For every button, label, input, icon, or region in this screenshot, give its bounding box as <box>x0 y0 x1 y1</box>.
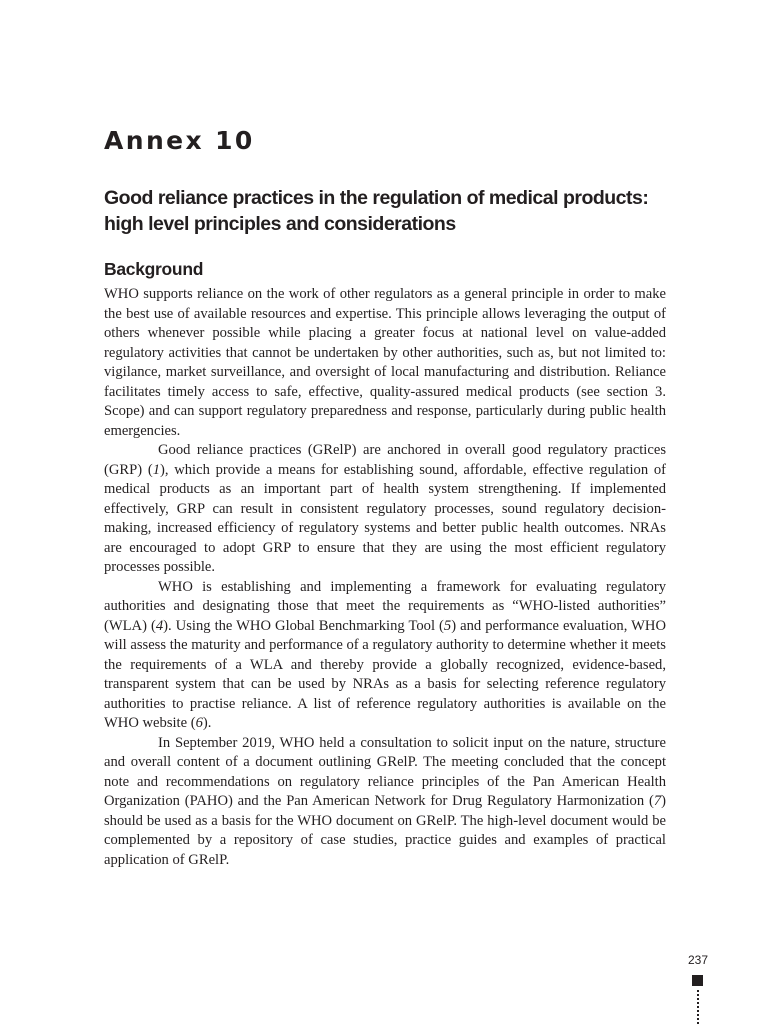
paragraph-4-text-b: ) should be used as a basis for the WHO document on GRelP. The high-level document would be complemented by a repository of case studies, practice guides and examples of practical application of GRelP. <box>104 793 666 868</box>
paragraph-3-text-b: ). Using the WHO Global Benchmarking Tool ( <box>163 617 444 634</box>
reference-6: 6 <box>195 715 203 732</box>
paragraph-3-text-a: WHO is establishing and implementing a framework for evaluating regulatory authorities and designating those that meet the requirements as “WHO-listed authorities” (WLA) ( <box>104 578 666 634</box>
paragraph-3-text-d: ). <box>202 715 212 732</box>
document-title: Good reliance practices in the regulation of medical products: high level principles and considerations <box>104 187 649 235</box>
paragraph-4 <box>104 734 666 871</box>
page-marker-square <box>692 975 703 986</box>
reference-7: 7 <box>653 793 662 810</box>
paragraph-4-text-a: In September 2019, WHO held a consultation to solicit input on the nature, structure and overall content of a document outlining GRelP. The meeting concluded that the concept note and recommendations on regulatory reliance principles of the Pan American Health Organization (PAHO) and the Pan American Network for Drug Regulatory Harmonization ( <box>104 734 666 810</box>
reference-1: 1 <box>152 461 160 478</box>
paragraph-2-text-a: Good reliance practices (GRelP) are anchored in overall good regulatory practices (GRP) ( <box>104 442 666 478</box>
paragraph-3-text-c: ) and performance evaluation, WHO will assess the maturity and performance of a regulatory authority to determine whether it meets the requirements of a WLA and thereby provide a globally recognized, evidence-based, transparent system that can be used by NRAs as a basis for selecting reference regulatory authorities to practise reliance. A list of reference regulatory authorities is available on the WHO website ( <box>104 617 666 732</box>
reference-4: 4 <box>155 617 164 634</box>
paragraph-3 <box>104 578 666 734</box>
body-text <box>104 285 666 870</box>
page-number: 237 <box>687 953 708 967</box>
annex-title: Annex 10 <box>104 126 255 155</box>
reference-5: 5 <box>443 617 452 634</box>
paragraph-2-text-b: ), which provide a means for establishing sound, affordable, effective regulation of medical products as an important part of health system strengthening. If implemented effectively, GRP can result in consistent regulatory processes, sound regulatory decision-making, increased efficiency of regulatory systems and better public health outcomes. NRAs are encouraged to adopt GRP to ensure that they are using the most efficient regulatory processes possible. <box>104 461 666 576</box>
paragraph-1: WHO supports reliance on the work of other regulators as a general principle in order to make the best use of available resources and expertise. This principle allows leveraging the output of others whenever possible while placing a greater focus at national level on value-added regulatory activities that cannot be undertaken by other authorities, such as, but not limited to: vigilance, market surveillance, and oversight of local manufacturing and distribution. Reliance facilitates timely access to safe, effective, quality-assured medical products (see section 3. Scope) and can support regulatory preparedness and response, particularly during public health emergencies. <box>104 286 666 439</box>
section-heading-background: Background <box>104 259 204 279</box>
paragraph-2 <box>104 441 666 578</box>
page-marker-dots <box>697 990 699 1024</box>
